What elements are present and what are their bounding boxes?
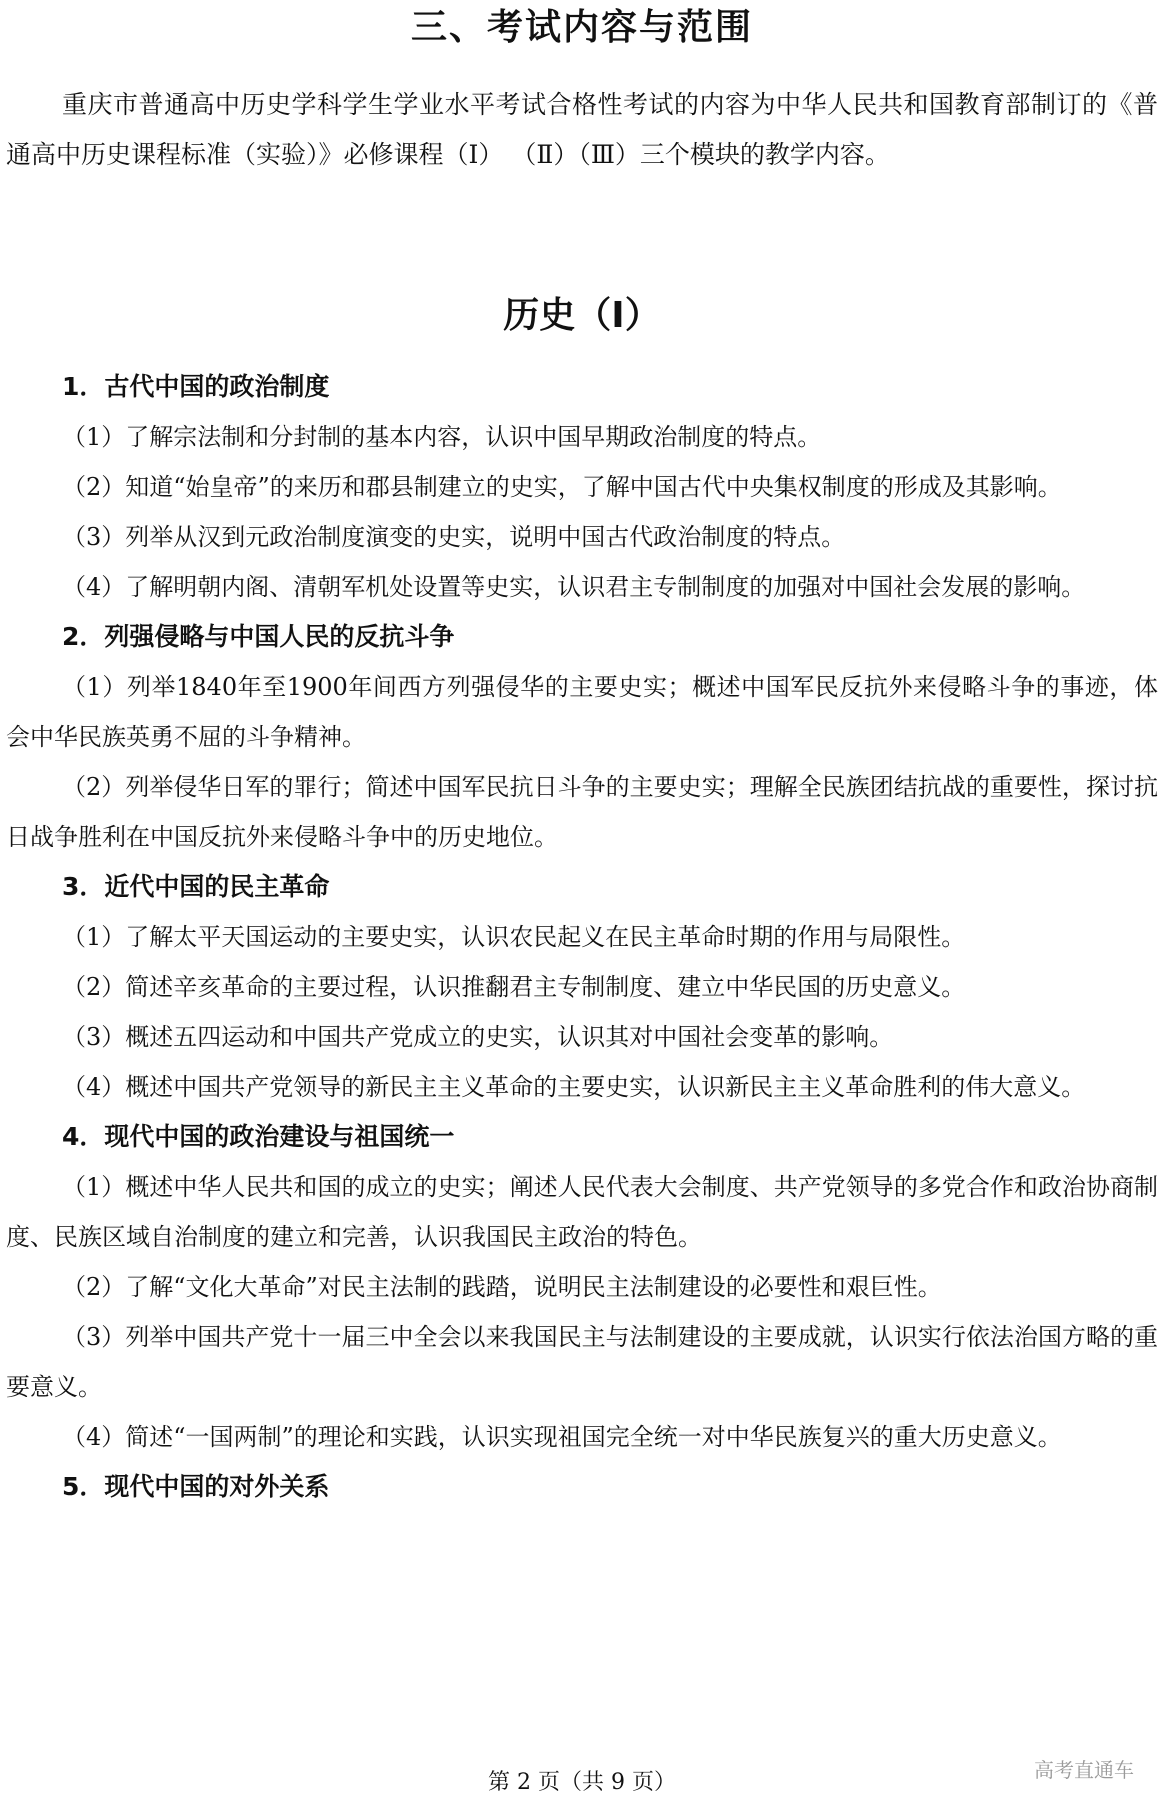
topic-item: （4）了解明朝内阁、清朝军机处设置等史实，认识君主专制制度的加强对中国社会发展的影响。 bbox=[62, 573, 1086, 601]
topic-heading: 1．古代中国的政治制度 bbox=[62, 372, 330, 401]
topic-item: （2）列举侵华日军的罪行；简述中国军民抗日斗争的主要史实；理解全民族团结抗战的重要性，探讨抗日战争胜利在中国反抗外来侵略斗争中的历史地位。 bbox=[6, 773, 1158, 851]
topic-5 bbox=[6, 1462, 1158, 1512]
topic-item: （2）简述辛亥革命的主要过程，认识推翻君主专制制度、建立中华民国的历史意义。 bbox=[62, 973, 966, 1001]
topic-item: （1）列举1840年至1900年间西方列强侵华的主要史实；概述中国军民反抗外来侵略斗争的事迹，体会中华民族英勇不屈的斗争精神。 bbox=[6, 673, 1158, 751]
topic-item: （2）了解“文化大革命”对民主法制的践踏，说明民主法制建设的必要性和艰巨性。 bbox=[62, 1273, 942, 1301]
topic-list bbox=[6, 362, 1158, 1512]
topic-2 bbox=[6, 612, 1158, 862]
page-number: 第 2 页（共 9 页） bbox=[488, 1770, 676, 1795]
topic-item: （1）了解太平天国运动的主要史实，认识农民起义在民主革命时期的作用与局限性。 bbox=[62, 923, 966, 951]
topic-heading: 3．近代中国的民主革命 bbox=[62, 872, 330, 901]
intro-paragraph: 重庆市普通高中历史学科学生学业水平考试合格性考试的内容为中华人民共和国教育部制订的《普通高中历史课程标准（实验）》必修课程（Ⅰ） （Ⅱ）（Ⅲ）三个模块的教学内容。 bbox=[6, 90, 1158, 169]
watermark-text: 高考直通车 bbox=[1034, 1758, 1134, 1782]
topic-1 bbox=[6, 362, 1158, 612]
topic-heading: 2．列强侵略与中国人民的反抗斗争 bbox=[62, 622, 455, 651]
topic-3 bbox=[6, 862, 1158, 1112]
topic-item: （3）概述五四运动和中国共产党成立的史实，认识其对中国社会变革的影响。 bbox=[62, 1023, 894, 1051]
topic-heading: 4．现代中国的政治建设与祖国统一 bbox=[62, 1122, 455, 1151]
topic-item: （4）概述中国共产党领导的新民主主义革命的主要史实，认识新民主主义革命胜利的伟大意义。 bbox=[62, 1073, 1086, 1101]
topic-heading: 5．现代中国的对外关系 bbox=[62, 1472, 330, 1501]
module-title: 历史（Ⅰ） bbox=[503, 295, 661, 336]
topic-item: （1）了解宗法制和分封制的基本内容，认识中国早期政治制度的特点。 bbox=[62, 423, 822, 451]
topic-item: （3）列举从汉到元政治制度演变的史实，说明中国古代政治制度的特点。 bbox=[62, 523, 846, 551]
topic-item: （1）概述中华人民共和国的成立的史实；阐述人民代表大会制度、共产党领导的多党合作和政治协商制度、民族区域自治制度的建立和完善，认识我国民主政治的特色。 bbox=[6, 1173, 1158, 1251]
topic-item: （3）列举中国共产党十一届三中全会以来我国民主与法制建设的主要成就，认识实行依法治国方略的重要意义。 bbox=[6, 1323, 1158, 1401]
topic-item: （4）简述“一国两制”的理论和实践，认识实现祖国完全统一对中华民族复兴的重大历史意义。 bbox=[62, 1423, 1062, 1451]
topic-item: （2）知道“始皇帝”的来历和郡县制建立的史实，了解中国古代中央集权制度的形成及其影响。 bbox=[62, 473, 1062, 501]
topic-4 bbox=[6, 1112, 1158, 1462]
section-title: 三、考试内容与范围 bbox=[410, 7, 753, 48]
